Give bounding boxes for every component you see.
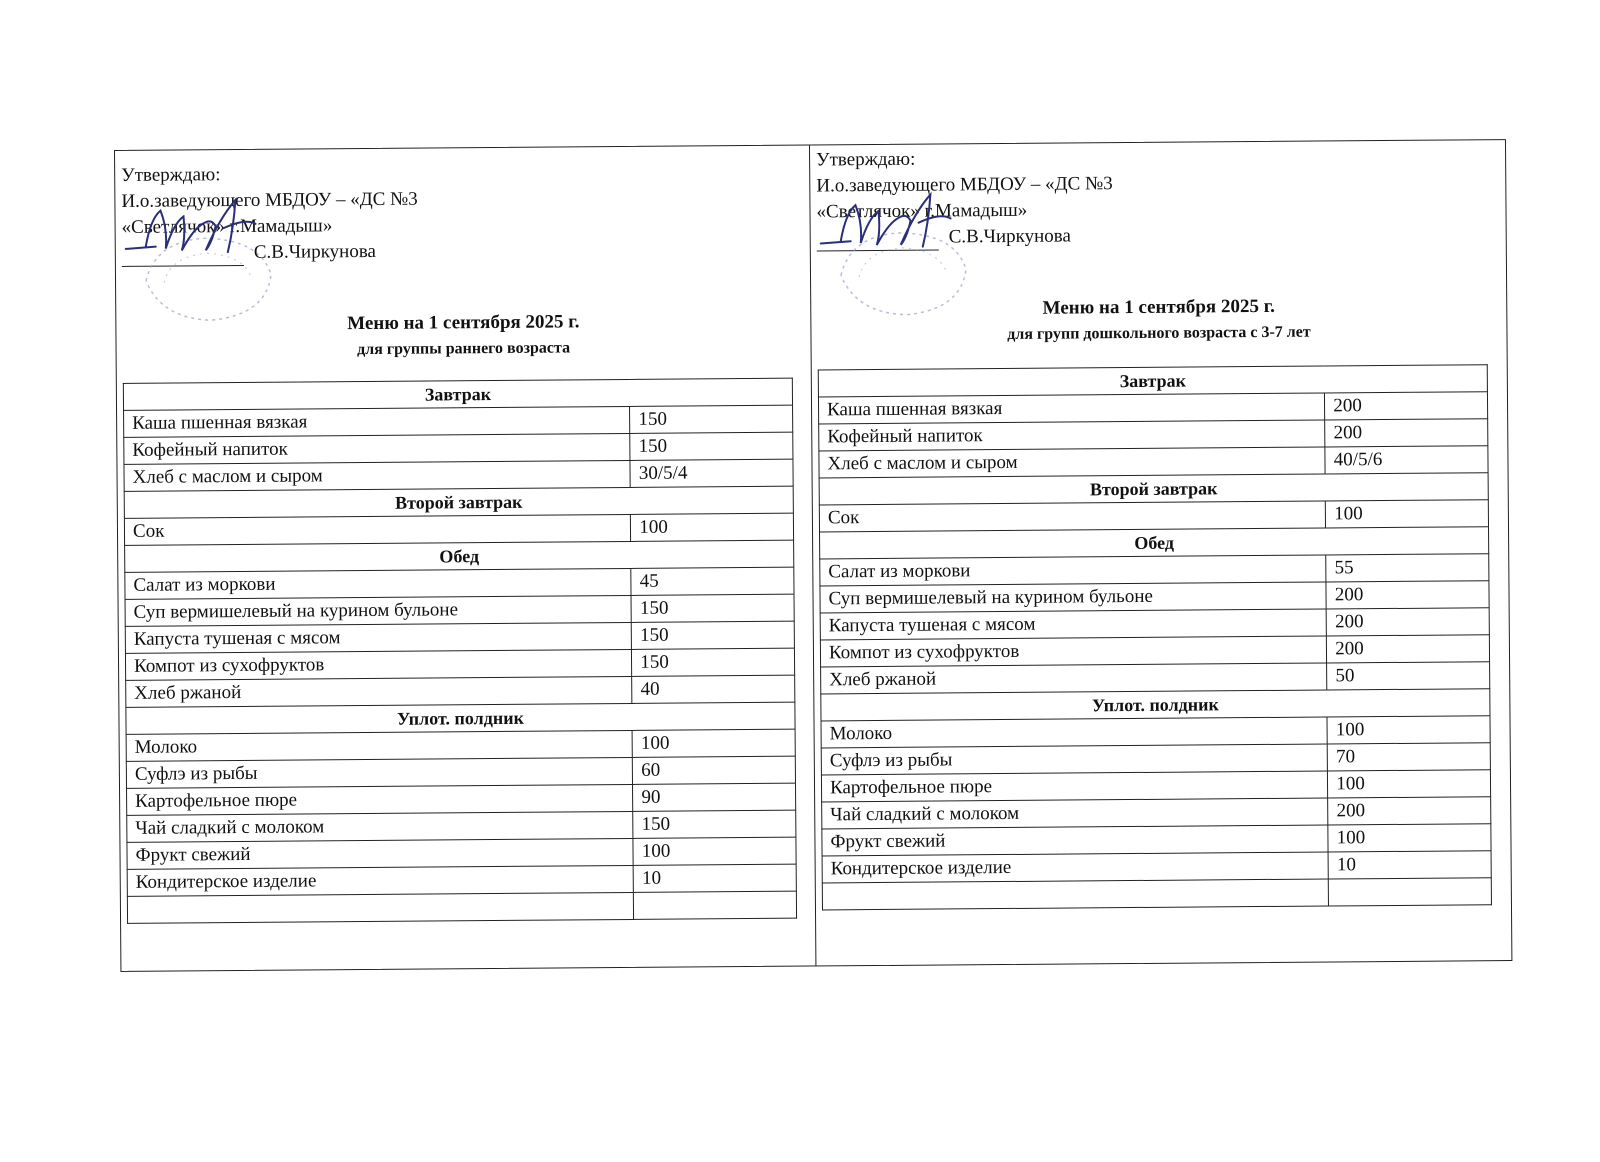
portion-size: 60 — [633, 756, 796, 784]
dish-name: Сок — [124, 514, 630, 545]
portion-size: 150 — [632, 648, 795, 676]
menu-table — [123, 378, 797, 924]
signer-name: С.В.Чиркунова — [948, 225, 1071, 248]
section-title: Обед — [125, 540, 794, 572]
portion-size — [634, 891, 797, 919]
dish-name: Каша пшенная вязкая — [124, 406, 630, 437]
dish-name: Хлеб ржаной — [126, 676, 632, 707]
dish-name: Салат из моркови — [125, 568, 631, 599]
section-title: Уплот. полдник — [126, 702, 795, 734]
portion-size: 200 — [1326, 581, 1489, 609]
section-title: Завтрак — [818, 365, 1487, 397]
portion-size: 30/5/4 — [630, 459, 793, 487]
approval-block — [816, 145, 1113, 251]
dish-name: Компот из сухофруктов — [125, 649, 631, 680]
portion-size: 100 — [1328, 824, 1491, 852]
portion-size: 45 — [631, 567, 794, 595]
dish-name: Суп вермишелевый на курином бульоне — [820, 582, 1326, 613]
menu-panel-early-age — [115, 146, 816, 971]
menu-title: Меню на 1 сентября 2025 г. — [347, 311, 580, 335]
menu-subtitle: для группы раннего возраста — [357, 339, 571, 359]
dish-name: Хлеб ржаной — [821, 663, 1327, 694]
approver-position: И.о.заведующего МБДОУ – «ДС №3 — [121, 188, 418, 212]
portion-size: 10 — [633, 864, 796, 892]
portion-size: 40 — [632, 675, 795, 703]
document-sheet — [114, 139, 1512, 972]
portion-size: 150 — [632, 621, 795, 649]
section-title: Обед — [820, 527, 1489, 559]
dish-name: Кондитерское изделие — [822, 852, 1328, 883]
dish-name: Молоко — [126, 730, 632, 761]
dish-name: Хлеб с маслом и сыром — [819, 447, 1325, 478]
menu-row — [127, 891, 796, 923]
portion-size: 55 — [1326, 554, 1489, 582]
dish-name — [822, 879, 1328, 910]
portion-size: 100 — [632, 729, 795, 757]
approver-organization: «Светлячок» г.Мамадыш» — [121, 215, 333, 238]
portion-size: 100 — [1327, 716, 1490, 744]
portion-size: 200 — [1327, 635, 1490, 663]
menu-subtitle: для групп дошкольного возраста с 3-7 лет — [1007, 323, 1311, 343]
section-title: Второй завтрак — [819, 473, 1488, 505]
portion-size: 200 — [1328, 797, 1491, 825]
portion-size: 70 — [1327, 743, 1490, 771]
dish-name: Суфлэ из рыбы — [821, 744, 1327, 775]
dish-name: Кофейный напиток — [819, 420, 1325, 451]
portion-size — [1329, 878, 1492, 906]
portion-size: 150 — [631, 594, 794, 622]
dish-name: Чай сладкий с молоком — [822, 798, 1328, 829]
menu-table — [818, 364, 1492, 910]
section-title: Второй завтрак — [124, 486, 793, 518]
approver-organization: «Светлячок» г.Мамадыш» — [816, 199, 1028, 223]
portion-size: 200 — [1325, 419, 1488, 447]
approve-label: Утверждаю: — [816, 148, 916, 171]
dish-name: Кондитерское изделие — [127, 865, 633, 896]
dish-name: Чай сладкий с молоком — [127, 811, 633, 842]
signature-line — [122, 239, 419, 267]
approval-block — [121, 161, 418, 267]
portion-size: 90 — [633, 783, 796, 811]
dish-name: Молоко — [821, 717, 1327, 748]
dish-name: Суп вермишелевый на курином бульоне — [125, 595, 631, 626]
dish-name: Кофейный напиток — [124, 433, 630, 464]
dish-name: Суфлэ из рыбы — [126, 757, 632, 788]
dish-name: Картофельное пюре — [821, 771, 1327, 802]
portion-size: 150 — [630, 432, 793, 460]
dish-name: Каша пшенная вязкая — [818, 393, 1324, 424]
portion-size: 200 — [1326, 608, 1489, 636]
signature-line — [817, 223, 1114, 251]
dish-name: Капуста тушеная с мясом — [125, 622, 631, 653]
portion-size: 150 — [633, 810, 796, 838]
portion-size: 100 — [1328, 770, 1491, 798]
menu-title: Меню на 1 сентября 2025 г. — [1042, 295, 1275, 319]
menu-row — [822, 878, 1491, 910]
portion-size: 40/5/6 — [1325, 446, 1488, 474]
section-title: Уплот. полдник — [821, 689, 1490, 721]
dish-name: Салат из моркови — [820, 555, 1326, 586]
dish-name: Фрукт свежий — [822, 825, 1328, 856]
signature-underline — [122, 247, 244, 267]
dish-name: Сок — [819, 501, 1325, 532]
portion-size: 100 — [633, 837, 796, 865]
dish-name: Компот из сухофруктов — [820, 636, 1326, 667]
approver-position: И.о.заведующего МБДОУ – «ДС №3 — [816, 173, 1113, 197]
approve-label: Утверждаю: — [121, 164, 221, 186]
portion-size: 100 — [1326, 500, 1489, 528]
menu-panel-preschool — [810, 140, 1511, 965]
portion-size: 100 — [631, 513, 794, 541]
signature-underline — [817, 232, 939, 252]
dish-name: Фрукт свежий — [127, 838, 633, 869]
dish-name: Капуста тушеная с мясом — [820, 609, 1326, 640]
signer-name: С.В.Чиркунова — [253, 240, 377, 263]
portion-size: 10 — [1328, 851, 1491, 879]
portion-size: 50 — [1327, 662, 1490, 690]
dish-name — [127, 892, 633, 923]
portion-size: 200 — [1325, 392, 1488, 420]
portion-size: 150 — [630, 405, 793, 433]
section-title: Завтрак — [123, 378, 792, 410]
dish-name: Картофельное пюре — [127, 784, 633, 815]
dish-name: Хлеб с маслом и сыром — [124, 460, 630, 491]
